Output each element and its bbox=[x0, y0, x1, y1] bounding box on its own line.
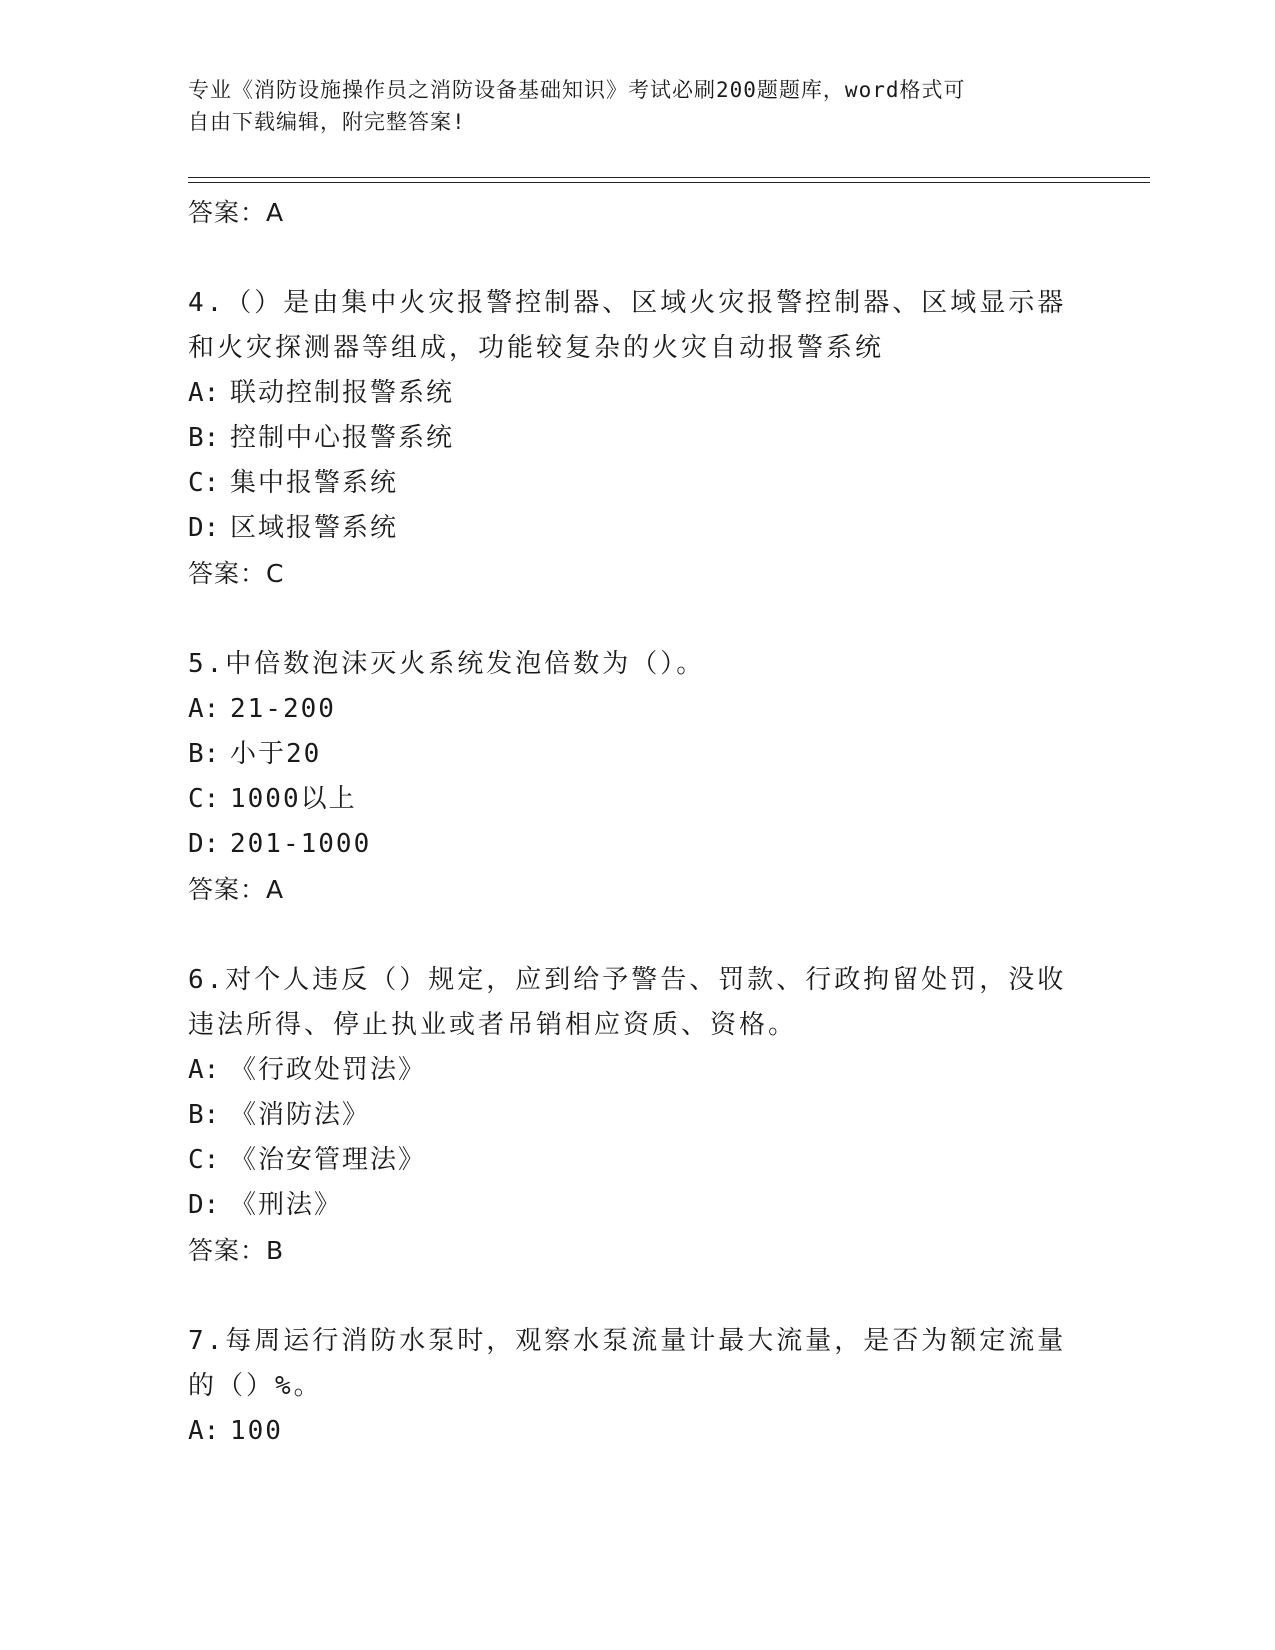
spacer bbox=[188, 912, 1088, 958]
option-text: 100 bbox=[230, 1416, 283, 1446]
option-a bbox=[188, 1409, 1088, 1454]
option-d bbox=[188, 506, 1088, 551]
option-key: B: bbox=[188, 1100, 220, 1130]
option-text: 《刑法》 bbox=[230, 1190, 343, 1220]
option-text: 控制中心报警系统 bbox=[230, 423, 455, 453]
option-text: 联动控制报警系统 bbox=[230, 378, 455, 408]
option-key: A: bbox=[188, 1055, 220, 1085]
option-text: 《治安管理法》 bbox=[230, 1145, 427, 1175]
spacer bbox=[188, 235, 1088, 281]
spacer bbox=[188, 596, 1088, 642]
option-a bbox=[188, 687, 1088, 732]
option-c bbox=[188, 777, 1088, 822]
option-key: A: bbox=[188, 1416, 220, 1446]
answer-line: 答案：C bbox=[188, 559, 285, 588]
question-stem-line: 5.中倍数泡沫灭火系统发泡倍数为（）。 bbox=[188, 649, 706, 679]
option-key: B: bbox=[188, 423, 220, 453]
question-stem-line: 7.每周运行消防水泵时，观察水泵流量计最大流量，是否为额定流量 bbox=[188, 1326, 1067, 1356]
option-key: D: bbox=[188, 829, 220, 859]
header-line-1: 专业《消防设施操作员之消防设备基础知识》考试必刷200题题库，word格式可 bbox=[188, 78, 966, 102]
option-text: 1000以上 bbox=[230, 784, 357, 814]
question-stem-line: 6.对个人违反（）规定，应到给予警告、罚款、行政拘留处罚，没收 bbox=[188, 965, 1067, 995]
spacer bbox=[188, 1273, 1088, 1319]
question-block bbox=[188, 1319, 1088, 1454]
option-key: C: bbox=[188, 468, 220, 498]
question-stem-line: 4.（）是由集中火灾报警控制器、区域火灾报警控制器、区域显示器 bbox=[188, 288, 1067, 318]
answer-line: 答案：A bbox=[188, 198, 285, 227]
option-b bbox=[188, 1093, 1088, 1138]
question-block bbox=[188, 958, 1088, 1273]
option-c bbox=[188, 1138, 1088, 1183]
header-divider-top bbox=[188, 177, 1150, 178]
option-d bbox=[188, 1183, 1088, 1228]
option-b bbox=[188, 416, 1088, 461]
option-key: D: bbox=[188, 513, 220, 543]
question-stem-line: 违法所得、停止执业或者吊销相应资质、资格。 bbox=[188, 1010, 798, 1040]
option-text: 小于20 bbox=[230, 739, 322, 769]
option-text: 集中报警系统 bbox=[230, 468, 399, 498]
question-list bbox=[188, 190, 1088, 1454]
answer-line: 答案：B bbox=[188, 1236, 285, 1265]
option-text: 《消防法》 bbox=[230, 1100, 371, 1130]
option-key: A: bbox=[188, 378, 220, 408]
option-d bbox=[188, 822, 1088, 867]
option-key: A: bbox=[188, 694, 220, 724]
option-key: C: bbox=[188, 1145, 220, 1175]
option-text: 区域报警系统 bbox=[230, 513, 399, 543]
option-key: D: bbox=[188, 1190, 220, 1220]
option-text: 201-1000 bbox=[230, 829, 372, 859]
header-divider-bottom bbox=[188, 182, 1150, 183]
answer-line: 答案：A bbox=[188, 875, 285, 904]
option-a bbox=[188, 371, 1088, 416]
option-key: C: bbox=[188, 784, 220, 814]
option-text: 21-200 bbox=[230, 694, 336, 724]
option-c bbox=[188, 461, 1088, 506]
option-b bbox=[188, 732, 1088, 777]
option-key: B: bbox=[188, 739, 220, 769]
option-a bbox=[188, 1048, 1088, 1093]
question-stem-line: 和火灾探测器等组成，功能较复杂的火灾自动报警系统 bbox=[188, 333, 885, 363]
question-block bbox=[188, 642, 1088, 912]
document-header bbox=[188, 74, 1088, 138]
question-stem-line: 的（）%。 bbox=[188, 1371, 323, 1401]
option-text: 《行政处罚法》 bbox=[230, 1055, 427, 1085]
header-line-2: 自由下载编辑，附完整答案! bbox=[188, 110, 466, 134]
question-block bbox=[188, 281, 1088, 596]
